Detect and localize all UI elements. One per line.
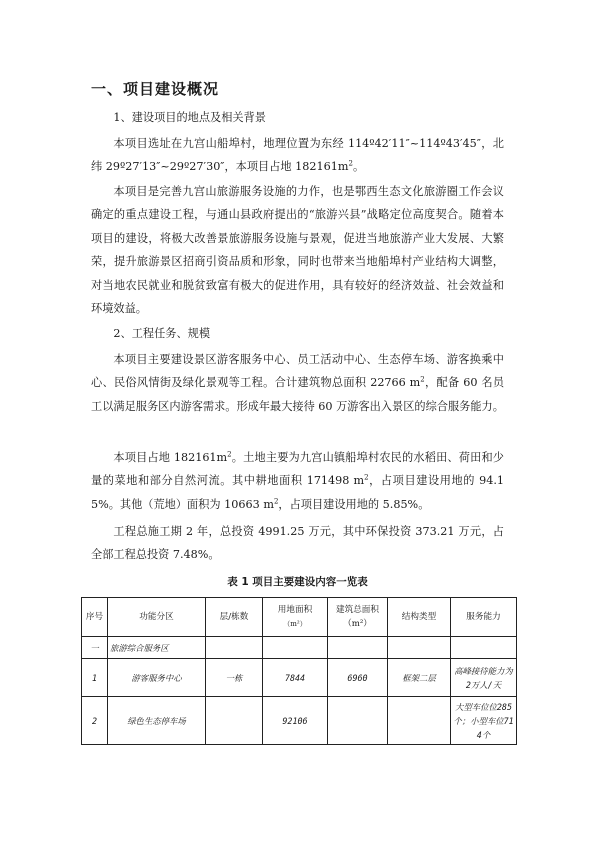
table-row — [82, 637, 517, 659]
cell-no: 2 — [82, 697, 108, 745]
header-land-area — [263, 598, 328, 637]
cell-land-area: 92106 — [263, 697, 328, 745]
paragraph-location — [91, 132, 504, 179]
header-service: 服务能力 — [451, 598, 517, 637]
cell-floors — [206, 697, 263, 745]
cell-structure: 框架二层 — [388, 659, 451, 697]
section-title: 一、项目建设概况 — [91, 80, 220, 98]
cell-floors — [206, 637, 263, 659]
superscript: 2 — [420, 375, 425, 384]
superscript: 2 — [364, 473, 369, 482]
paragraph-land-text-c: ，占项目建设用地的 94.15%。其他（荒地）面积为 10663 m — [91, 474, 504, 511]
superscript: 2 — [227, 450, 232, 459]
cell-building-area — [328, 637, 388, 659]
cell-floors: 一栋 — [206, 659, 263, 697]
cell-no: 1 — [82, 659, 108, 697]
cell-building-area: 6960 — [328, 659, 388, 697]
cell-service — [451, 637, 517, 659]
cell-service: 高峰接待能力为2万人/天 — [451, 659, 517, 697]
subsection-heading-1: 1、建设项目的地点及相关背景 — [113, 111, 266, 124]
paragraph-land-text-a: 本项目占地 182161m — [113, 451, 228, 464]
table-row — [82, 697, 517, 745]
cell-structure — [388, 697, 451, 745]
header-structure: 结构类型 — [388, 598, 451, 637]
paragraph-scope — [91, 348, 504, 418]
paragraph-scope-text-a: 本项目主要建设景区游客服务中心、员工活动中心、生态停车场、游客换乘中心、民俗风情街及绿化景观等工程。合计建筑物总面积 22766 m — [91, 353, 504, 390]
cell-service: 大型车位位285个；小型车位714个 — [451, 697, 517, 745]
subsection-heading-2: 2、工程任务、规模 — [113, 327, 211, 340]
cell-function: 旅游综合服务区 — [108, 637, 206, 659]
header-function: 功能分区 — [108, 598, 206, 637]
superscript: 2 — [348, 159, 353, 168]
cell-function: 游客服务中心 — [108, 659, 206, 697]
cell-land-area: 7844 — [263, 659, 328, 697]
header-building-area: 建筑总面积（m²） — [328, 598, 388, 637]
header-land-area-unit: （m²） — [283, 620, 307, 628]
paragraph-land-text-b: 。土地主要为九宫山镇船埠村农民的水稻田、荷田和少量的菜地和部分自然河流。其中耕地面积 171498 m — [91, 451, 504, 488]
header-land-area-label: 用地面积 — [277, 605, 313, 615]
header-no: 序号 — [82, 598, 108, 637]
paragraph-location-text-b: 。 — [352, 160, 365, 174]
table-caption: 表 1 项目主要建设内容一览表 — [227, 576, 368, 588]
table-header-row — [82, 598, 517, 637]
paragraph-scope-text-b: ，配备 60 名员工以满足服务区内游客需求。形成年最大接待 60 万游客出入景区的综合服务能力。 — [91, 376, 505, 413]
cell-no: 一 — [82, 637, 108, 659]
paragraph-land — [91, 446, 504, 516]
paragraph-background: 本项目是完善九宫山旅游服务设施的力作，也是鄂西生态文化旅游圈工作会议确定的重点建设工程，与通山县政府提出的“旅游兴县”战略定位高度契合。随着本项目的建设，将极大改善景旅游服务设施与景观，促进当地旅游产业大发展、大繁荣，提升旅游景区招商引资品质和形象，同时也带来当地船埠村产业结构大调整，对当地农民就业和脱贫致富有极大的促进作用，具有较好的经济效益、社会效益和环境效益。 — [91, 185, 504, 316]
header-floors: 层/栋数 — [206, 598, 263, 637]
table-row — [82, 659, 517, 697]
construction-table — [81, 597, 517, 745]
cell-structure — [388, 637, 451, 659]
cell-function: 绿色生态停车场 — [108, 697, 206, 745]
paragraph-investment: 工程总施工期 2 年，总投资 4991.25 万元，其中环保投资 373.21 万元，占全部工程总投资 7.48%。 — [91, 525, 504, 562]
cell-building-area — [328, 697, 388, 745]
cell-land-area — [263, 637, 328, 659]
paragraph-location-text-a: 本项目选址在九宫山船埠村，地理位置为东经 114º42′11″~114º43′45″，北纬 29º27′13″~29º27′30″，本项目占地 182161m — [91, 137, 504, 174]
superscript: 2 — [273, 497, 279, 506]
paragraph-land-text-d: ，占项目建设用地的 5.85%。 — [278, 497, 430, 511]
